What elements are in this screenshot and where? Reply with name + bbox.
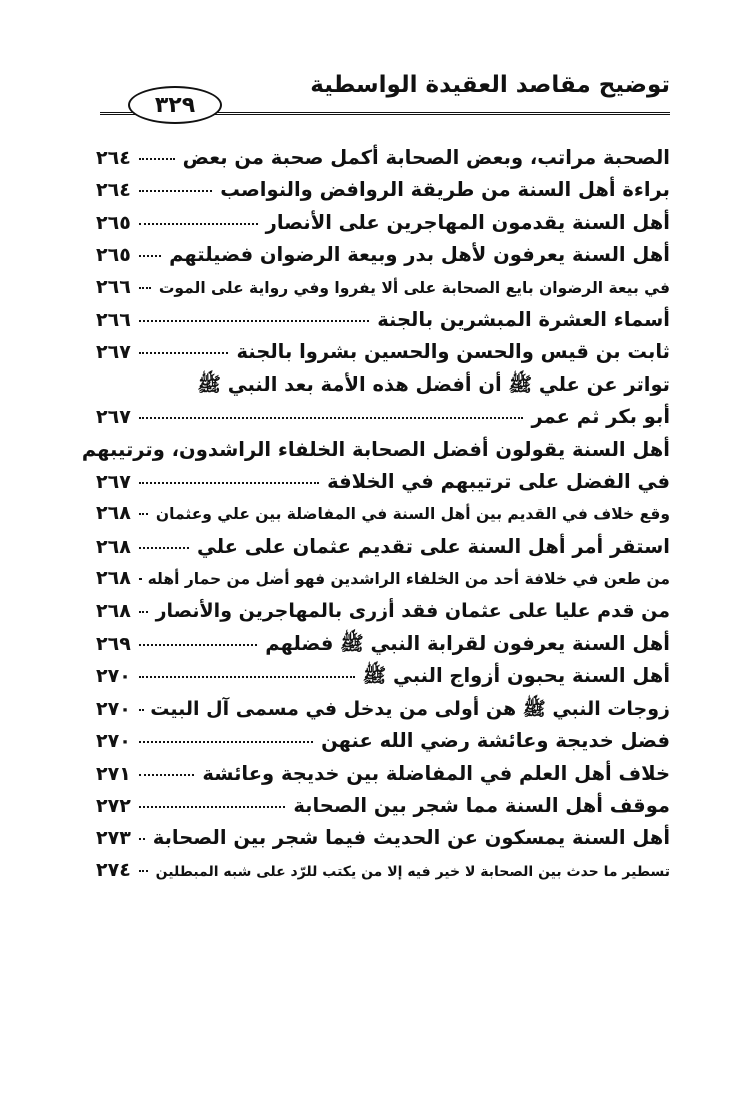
toc-entry-page-number: ٢٦٨ <box>96 535 131 558</box>
dot-leader <box>139 870 148 872</box>
toc-entry-title: الصحبة مراتب، وبعض الصحابة أكمل صحبة من بعض <box>182 146 670 169</box>
toc-entry-page-number: ٢٧٠ <box>96 665 131 688</box>
toc-entry <box>96 794 670 824</box>
dot-leader <box>139 190 213 192</box>
running-title: توضيح مقاصد العقيدة الواسطية <box>310 72 670 98</box>
toc-entry <box>96 697 670 727</box>
toc-entry-page-number: ٢٦٧ <box>96 471 131 493</box>
toc-entry-page-number: ٢٧٤ <box>96 858 131 881</box>
toc-entry-title: تسطير ما حدث بين الصحابة لا خير فيه إلا من يكتب للرّد على شبه المبطلين <box>155 863 670 880</box>
toc-entry-title: من طعن في خلافة أحد من الخلفاء الراشدين فهو أضل من حمار أهله <box>147 570 670 589</box>
dot-leader <box>139 482 319 484</box>
dot-leader <box>139 513 148 515</box>
toc-entry <box>96 178 670 208</box>
toc-entry-page-number: ٢٦٨ <box>96 502 131 525</box>
toc-entry-title: أهل السنة يحبون أزواج النبي ﷺ <box>362 664 670 688</box>
toc-entry-page-number: ٢٦٤ <box>96 179 131 202</box>
toc-entry-page-number: ٢٧٢ <box>96 795 131 817</box>
toc-entry-page-number: ٢٦٧ <box>96 341 131 364</box>
toc-entry-title: استقر أمر أهل السنة على تقديم عثمان على علي <box>196 534 670 558</box>
toc-entry-title: ثابت بن قيس والحسن والحسين بشروا بالجنة <box>236 340 670 364</box>
toc-entry <box>96 762 670 792</box>
toc-entry-title: أسماء العشرة المبشرين بالجنة <box>377 308 670 331</box>
toc-entry <box>96 340 670 370</box>
toc-entry-title: وقع خلاف في القديم بين أهل السنة في المفاضلة بين علي وعثمان <box>155 505 670 524</box>
toc-entry-page-number: ٢٦٥ <box>96 244 131 267</box>
toc-entry-page-number: ٢٧٣ <box>96 827 131 850</box>
toc-entry-title: خلاف أهل العلم في المفاضلة بين خديجة وعائشة <box>202 761 670 785</box>
dot-leader <box>139 709 142 711</box>
toc-entry <box>96 211 670 241</box>
toc-entry-page-number: ٢٦٦ <box>96 309 131 331</box>
toc-entry-title: أهل السنة يمسكون عن الحديث فيما شجر بين الصحابة <box>152 826 670 850</box>
toc-entry-title: أهل السنة يعرفون لأهل بدر وبيعة الرضوان فضيلتهم <box>169 243 670 267</box>
page-number: ٣٢٩ <box>154 92 196 118</box>
toc-entry <box>96 600 670 630</box>
dot-leader <box>139 158 175 160</box>
toc-entry-title: في الفضل على ترتيبهم في الخلافة <box>327 470 670 493</box>
toc-entry <box>96 276 670 306</box>
toc-entry <box>96 826 670 856</box>
toc-entry <box>96 146 670 176</box>
dot-leader <box>139 644 257 646</box>
toc-entry-title: أهل السنة يعرفون لقرابة النبي ﷺ فضلهم <box>265 632 670 655</box>
toc-entry <box>96 308 670 338</box>
dot-leader <box>139 320 369 322</box>
dot-leader <box>139 287 151 289</box>
toc-entry-page-number: ٢٧٠ <box>96 730 131 753</box>
toc-entry-title: زوجات النبي ﷺ هن أولى من يدخل في مسمى آل البيت <box>150 697 670 720</box>
toc-entry-page-number: ٢٦٥ <box>96 211 131 234</box>
toc-entry-page-number: ٢٦٦ <box>96 275 131 298</box>
toc-entry-page-number: ٢٦٧ <box>96 406 131 429</box>
dot-leader <box>139 547 189 549</box>
toc-entry <box>96 664 670 694</box>
toc-entry-title: أبو بكر ثم عمر <box>531 405 670 429</box>
dot-leader <box>139 676 355 678</box>
toc-entry-page-number: ٢٦٤ <box>96 147 131 169</box>
toc-entry-title: براءة أهل السنة من طريقة الروافض والنواصب <box>220 178 670 202</box>
toc-entry-page-number: ٢٦٨ <box>96 567 131 590</box>
toc-entry-title: موقف أهل السنة مما شجر بين الصحابة <box>293 794 670 817</box>
toc-entry-title: من قدم عليا على عثمان فقد أزرى بالمهاجرين والأنصار <box>155 599 670 622</box>
dot-leader <box>139 611 148 613</box>
toc-entry-title: فضل خديجة وعائشة رضي الله عنهن <box>321 729 670 753</box>
toc-entry-page-number: ٢٦٩ <box>96 633 131 655</box>
dot-leader <box>139 741 313 743</box>
toc-entry <box>96 859 670 889</box>
dot-leader <box>139 255 161 257</box>
toc-entry-page-number: ٢٦٨ <box>96 599 131 622</box>
toc-entry <box>96 373 670 403</box>
toc-entry-page-number: ٢٧١ <box>96 762 131 785</box>
toc-entry <box>96 470 670 500</box>
toc-entry <box>96 632 670 662</box>
toc-entry-title: أهل السنة يقدمون المهاجرين على الأنصار <box>265 210 670 234</box>
toc-entry-title: أهل السنة يقولون أفضل الصحابة الخلفاء الراشدون، وترتيبهم <box>81 437 670 461</box>
dot-leader <box>139 417 524 419</box>
toc-entry <box>96 502 670 532</box>
toc-entry <box>96 405 670 435</box>
toc-entry-page-number: ٢٧٠ <box>96 697 131 720</box>
dot-leader <box>139 838 145 840</box>
toc-entry <box>81 437 670 468</box>
dot-leader <box>139 774 195 776</box>
dot-leader <box>139 806 286 808</box>
dot-leader <box>139 578 140 580</box>
dot-leader <box>139 223 258 225</box>
toc-entry <box>96 567 670 597</box>
toc-entry-title: في بيعة الرضوان بايع الصحابة على ألا يفروا وفي رواية على الموت <box>158 278 670 297</box>
toc-entry <box>96 535 670 565</box>
toc-entry <box>96 729 670 759</box>
dot-leader <box>139 352 229 354</box>
toc-entry-title: تواتر عن علي ﷺ أن أفضل هذه الأمة بعد النبي ﷺ <box>197 372 670 396</box>
toc-entry <box>96 243 670 273</box>
